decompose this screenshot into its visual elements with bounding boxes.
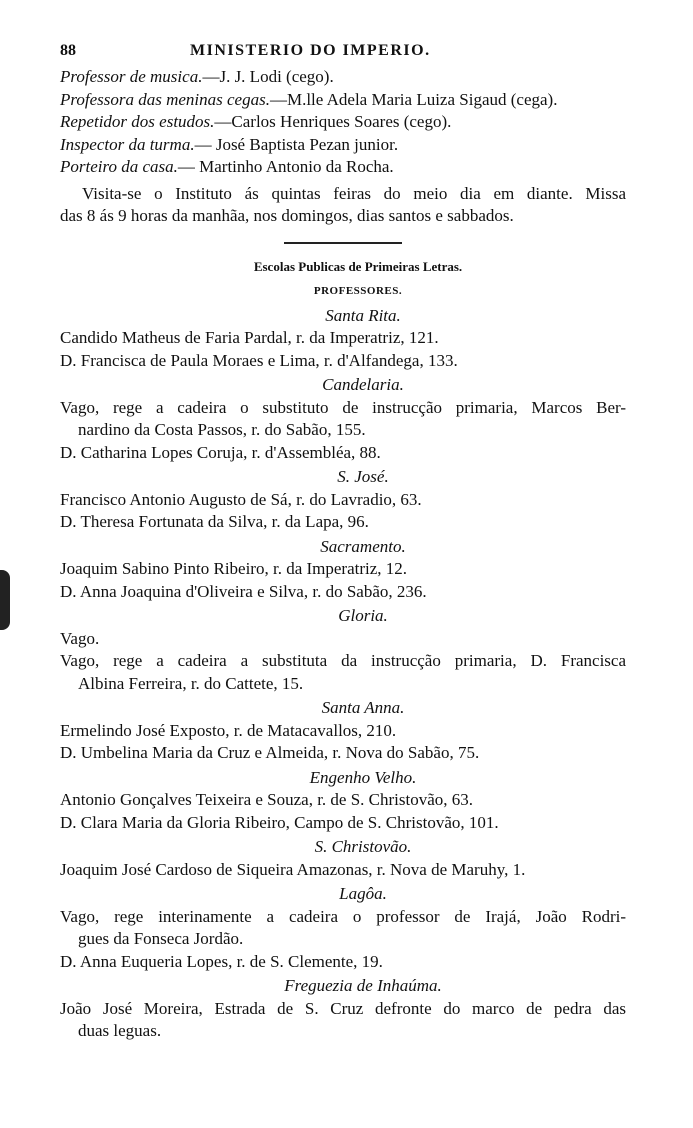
- entry-line: Antonio Gonçalves Teixeira e Souza, r. de S. Christovão, 63.: [60, 790, 474, 809]
- staff-name: —M.lle Adela Maria Luiza Sigaud (cega).: [269, 89, 558, 109]
- school-entry: [60, 397, 626, 442]
- running-header: [60, 40, 626, 64]
- school-entry: [60, 859, 626, 882]
- staff-name: —Carlos Henriques Soares (cego).: [214, 112, 452, 131]
- parish-heading: Santa Anna.: [321, 698, 405, 717]
- staff-role: Inspector da turma.: [60, 134, 195, 154]
- school-entry: [60, 558, 626, 581]
- school-entry: [60, 511, 626, 534]
- entry-line: gues da Fonseca Jordão.: [78, 929, 244, 948]
- school-entry: [60, 789, 626, 812]
- entry-line: Vago, rege a cadeira a substituta da instrucção primaria, D. Francisca: [60, 651, 626, 670]
- school-entry: [60, 812, 626, 835]
- entry-line: Joaquim Sabino Pinto Ribeiro, r. da Imperatriz, 12.: [60, 559, 408, 578]
- staff-role: Professora das meninas cegas.: [60, 89, 270, 109]
- parish-heading: Sacramento.: [320, 536, 406, 556]
- staff-line: [60, 89, 626, 112]
- entry-line: D. Theresa Fortunata da Silva, r. da Lapa, 96.: [60, 512, 369, 531]
- parish-list: [60, 305, 626, 1043]
- entry-line: D. Anna Euqueria Lopes, r. de S. Clemente, 19.: [60, 951, 383, 971]
- parish-heading: S. Christovão.: [314, 837, 412, 856]
- staff-role: Porteiro da casa.: [60, 157, 178, 176]
- parish-heading: Santa Rita.: [325, 305, 401, 325]
- school-entry: [60, 720, 626, 743]
- staff-role: Repetidor dos estudos.: [60, 112, 215, 131]
- entry-line: D. Anna Joaquina d'Oliveira e Silva, r. do Sabão, 236.: [60, 581, 427, 601]
- entry-line: D. Francisca de Paula Moraes e Lima, r. d'Alfandega, 133.: [60, 350, 458, 370]
- section-title: Escolas Publicas de Primeiras Letras.: [253, 258, 463, 274]
- entry-line: Vago.: [60, 628, 100, 648]
- school-entry: [60, 489, 626, 512]
- parish-heading: Candelaria.: [322, 375, 404, 394]
- staff-line: [60, 156, 626, 179]
- parish-heading: Lagôa.: [339, 884, 387, 903]
- parish-heading: S. José.: [337, 467, 389, 486]
- staff-role: Professor de musica.: [60, 67, 203, 86]
- school-entry: [60, 442, 626, 465]
- parish-heading: Engenho Velho.: [309, 767, 417, 787]
- school-entry: [60, 581, 626, 604]
- staff-name: — José Baptista Pezan junior.: [194, 134, 399, 154]
- page-number: 88: [60, 42, 76, 59]
- school-entry: [60, 350, 626, 373]
- staff-line: [60, 66, 626, 89]
- staff-name: — Martinho Antonio da Rocha.: [177, 157, 394, 176]
- staff-line: [60, 111, 626, 134]
- entry-line: Vago, rege interinamente a cadeira o professor de Irajá, João Rodri-: [60, 906, 626, 926]
- entry-line: João José Moreira, Estrada de S. Cruz defronte do marco de pedra das: [60, 998, 626, 1018]
- parish-heading: Freguezia de Inhaúma.: [284, 976, 442, 995]
- school-entry: [60, 906, 626, 951]
- running-title: MINISTERIO DO IMPERIO.: [190, 42, 431, 59]
- visit-paragraph: [60, 183, 626, 228]
- scan-smudge: [0, 570, 10, 630]
- entry-line: D. Umbelina Maria da Cruz e Almeida, r. Nova do Sabão, 75.: [60, 743, 480, 762]
- entry-line: Francisco Antonio Augusto de Sá, r. do Lavradio, 63.: [60, 489, 422, 509]
- entry-line: D. Clara Maria da Gloria Ribeiro, Campo de S. Christovão, 101.: [60, 812, 499, 832]
- parish-heading: Gloria.: [338, 606, 388, 625]
- school-entry: [60, 951, 626, 974]
- entry-line: nardino da Costa Passos, r. do Sabão, 155.: [78, 420, 366, 439]
- school-entry: [60, 327, 626, 350]
- subheading: PROFESSORES.: [313, 285, 403, 297]
- staff-list: [60, 66, 626, 179]
- staff-name: —J. J. Lodi (cego).: [202, 67, 334, 86]
- paragraph-line: das 8 ás 9 horas da manhãa, nos domingos, dias santos e sabbados.: [60, 206, 514, 225]
- school-entry: [60, 998, 626, 1043]
- paragraph-line: Visita-se o Instituto ás quintas feiras do meio dia em diante. Missa: [82, 183, 626, 203]
- document-page: [60, 40, 626, 1043]
- entry-line: Albina Ferreira, r. do Cattete, 15.: [78, 673, 304, 693]
- entry-line: Vago, rege a cadeira o substituto de instrucção primaria, Marcos Ber-: [60, 397, 626, 417]
- entry-line: Ermelindo José Exposto, r. de Matacavallos, 210.: [60, 720, 397, 740]
- staff-line: [60, 134, 626, 157]
- entry-line: duas leguas.: [78, 1021, 162, 1040]
- section-divider: [284, 242, 402, 244]
- school-entry: [60, 742, 626, 765]
- school-entry: [60, 650, 626, 695]
- entry-line: Joaquim José Cardoso de Siqueira Amazonas, r. Nova de Maruhy, 1.: [60, 859, 526, 879]
- school-entry: [60, 628, 626, 651]
- entry-line: D. Catharina Lopes Coruja, r. d'Assembléa, 88.: [60, 442, 381, 462]
- entry-line: Candido Matheus de Faria Pardal, r. da Imperatriz, 121.: [60, 328, 439, 347]
